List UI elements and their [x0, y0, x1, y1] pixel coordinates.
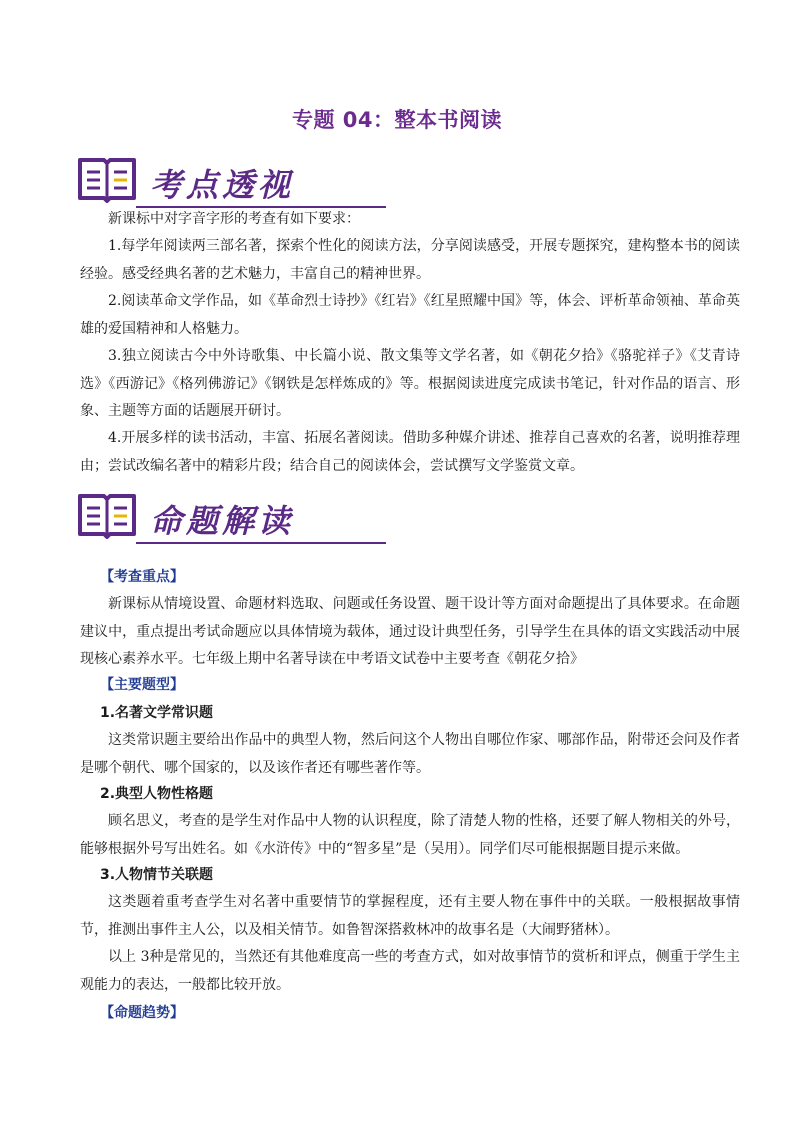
book-icon — [76, 488, 138, 544]
section-banner-kaodian — [76, 152, 312, 214]
type1-heading: 1.名著文学常识题 — [100, 705, 214, 721]
type3-paragraph: 这类题着重考查学生对名著中重要情节的掌握程度，还有主要人物在事件中的关联。一般根据故事情节，推测出事件主人公，以及相关情节。如鲁智深搭救林冲的故事名是（大闹野猪林）。 — [80, 894, 740, 938]
banner-title: 考点透视 — [150, 166, 295, 204]
page-title: 专题 04：整本书阅读 — [291, 108, 503, 132]
banner-underline — [136, 542, 386, 544]
section1-intro: 新课标中对字音字形的考查有如下要求： — [108, 211, 360, 227]
requirement-item-4: 4.开展多样的读书活动，丰富、拓展名著阅读。借助多种媒介讲述、推荐自己喜欢的名著，说明推荐理由；尝试改编名著中的精彩片段；结合自己的阅读体会，尝试撰写文学鉴赏文章。 — [80, 430, 740, 474]
tag-trend: 【命题趋势】 — [100, 1005, 184, 1021]
requirement-item-3: 3.独立阅读古今中外诗歌集、中长篇小说、散文集等文学名著，如《朝花夕拾》《骆驼祥子》《艾青诗选》《西游记》《格列佛游记》《钢铁是怎样炼成的》等。根据阅读进度完成读书笔记，针对作品的语言、形象、主题等方面的话题展开研讨。 — [80, 348, 740, 419]
banner-title: 命题解读 — [150, 502, 295, 540]
type2-paragraph: 顾名思义，考查的是学生对作品中人物的认识程度，除了清楚人物的性格，还要了解人物相关的外号，能够根据外号写出姓名。如《水浒传》中的“智多星”是（吴用）。同学们尽可能根据题目提示来做。 — [80, 813, 740, 857]
type2-heading: 2.典型人物性格题 — [100, 786, 214, 802]
type1-paragraph: 这类常识题主要给出作品中的典型人物，然后问这个人物出自哪位作家、哪部作品，附带还会问及作者是哪个朝代、哪个国家的，以及该作者还有哪些著作等。 — [80, 732, 740, 776]
tag-types: 【主要题型】 — [100, 677, 184, 693]
section-banner-mingti — [76, 488, 312, 550]
type3-heading: 3.人物情节关联题 — [100, 867, 214, 883]
focus-paragraph: 新课标从情境设置、命题材料选取、问题或任务设置、题干设计等方面对命题提出了具体要求。在命题建议中，重点提出考试命题应以具体情境为载体，通过设计典型任务，引导学生在具体的语文实践活动中展现核心素养水平。七年级上期中名著导读在中考语文试卷中主要考查《朝花夕拾》 — [80, 596, 740, 667]
requirement-item-2: 2.阅读革命文学作品，如《革命烈士诗抄》《红岩》《红星照耀中国》等，体会、评析革命领袖、革命英雄的爱国精神和人格魅力。 — [80, 293, 740, 337]
summary-paragraph: 以上 3种是常见的，当然还有其他难度高一些的考查方式，如对故事情节的赏析和评点，侧重于学生主观能力的表达，一般都比较开放。 — [80, 949, 740, 993]
requirement-item-1: 1.每学年阅读两三部名著，探索个性化的阅读方法，分享阅读感受，开展专题探究，建构整本书的阅读经验。感受经典名著的艺术魅力，丰富自己的精神世界。 — [80, 238, 740, 282]
tag-focus: 【考查重点】 — [100, 569, 184, 585]
book-icon — [76, 152, 138, 208]
